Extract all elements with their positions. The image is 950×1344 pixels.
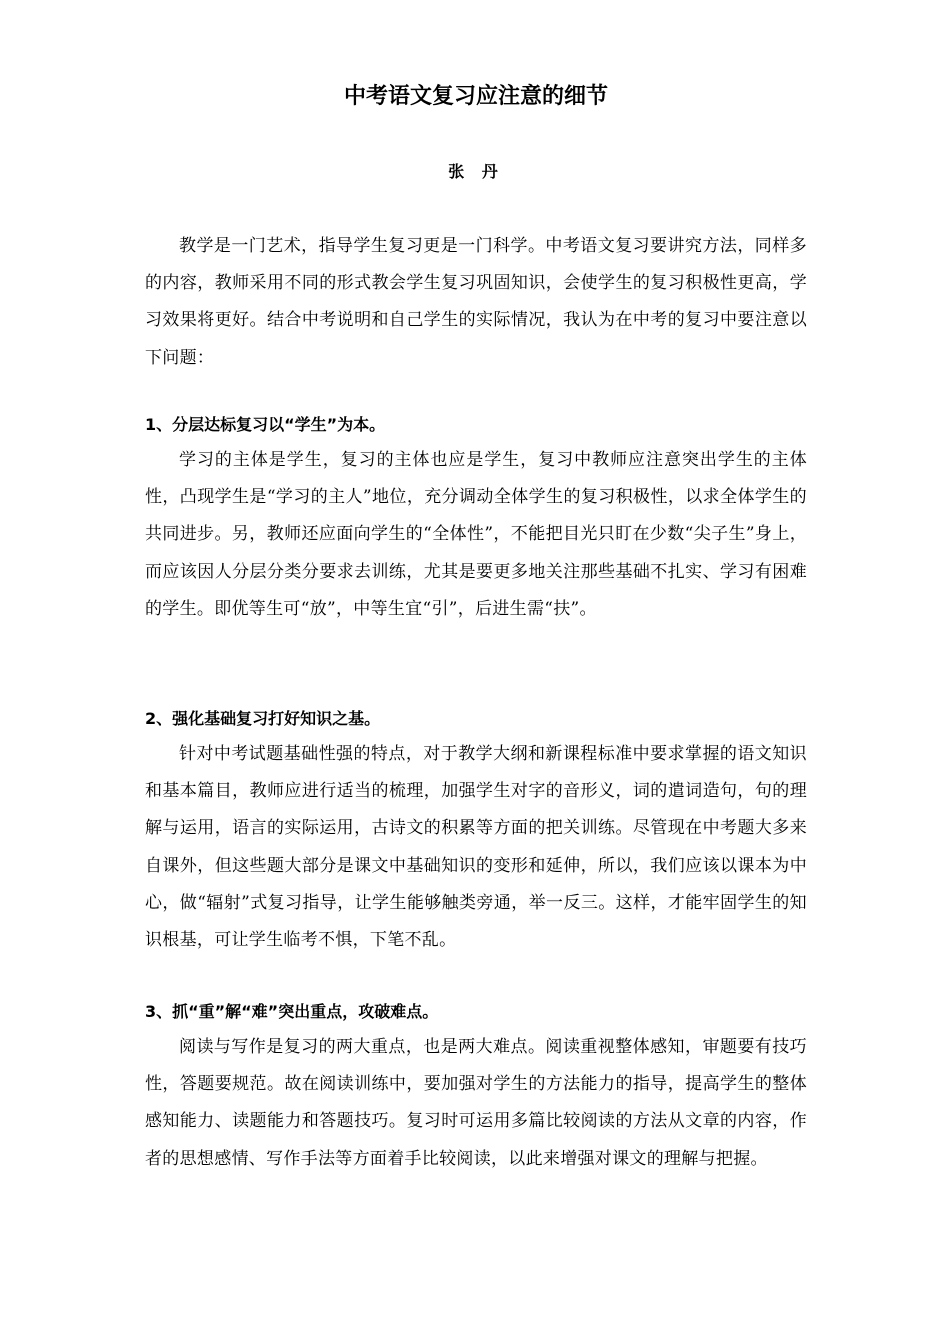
section-body-2: 针对中考试题基础性强的特点，对于教学大纲和新课程标准中要求掌握的语文知识和基本篇目，教师应进行适当的梳理，加强学生对字的音形义，词的遣词造句，句的理解与运用，语言的实际运用，古诗文的积累等方面的把关训练。尽管现在中考题大多来自课外，但这些题大部分是课文中基础知识的变形和延伸，所以，我们应该以课本为中心，做“辐射”式复习指导，让学生能够触类旁通，举一反三。这样，才能牢固学生的知识根基，可让学生临考不惧，下笔不乱。 — [145, 744, 807, 951]
intro-paragraph: 教学是一门艺术，指导学生复习更是一门科学。中考语文复习要讲究方法，同样多的内容，教师采用不同的形式教会学生复习巩固知识，会使学生的复习积极性更高，学习效果将更好。结合中考说明和自己学生的实际情况，我认为在中考的复习中要注意以下问题： — [145, 236, 807, 368]
section-heading-1: 1、分层达标复习以“学生”为本。 — [145, 415, 386, 434]
author-name: 张 丹 — [448, 162, 504, 181]
document-title: 中考语文复习应注意的细节 — [343, 84, 608, 109]
section-body-3: 阅读与写作是复习的两大重点，也是两大难点。阅读重视整体感知，审题要有技巧性，答题要规范。故在阅读训练中，要加强对学生的方法能力的指导，提高学生的整体感知能力、读题能力和答题技巧。复习时可运用多篇比较阅读的方法从文章的内容，作者的思想感情、写作手法等方面着手比较阅读，以此来增强对课文的理解与把握。 — [145, 1037, 807, 1169]
section-body-1: 学习的主体是学生，复习的主体也应是学生，复习中教师应注意突出学生的主体性，凸现学生是“学习的主人”地位，充分调动全体学生的复习积极性，以求全体学生的共同进步。另，教师还应面向学生的“全体性”，不能把目光只盯在少数“尖子生”身上，而应该因人分层分类分要求去训练，尤其是要更多地关注那些基础不扎实、学习有困难的学生。即优等生可“放”，中等生宜“引”，后进生需“扶”。 — [145, 450, 807, 619]
section-heading-2: 2、强化基础复习打好知识之基。 — [145, 709, 381, 728]
section-heading-3: 3、抓“重”解“难”突出重点，攻破难点。 — [145, 1002, 439, 1021]
